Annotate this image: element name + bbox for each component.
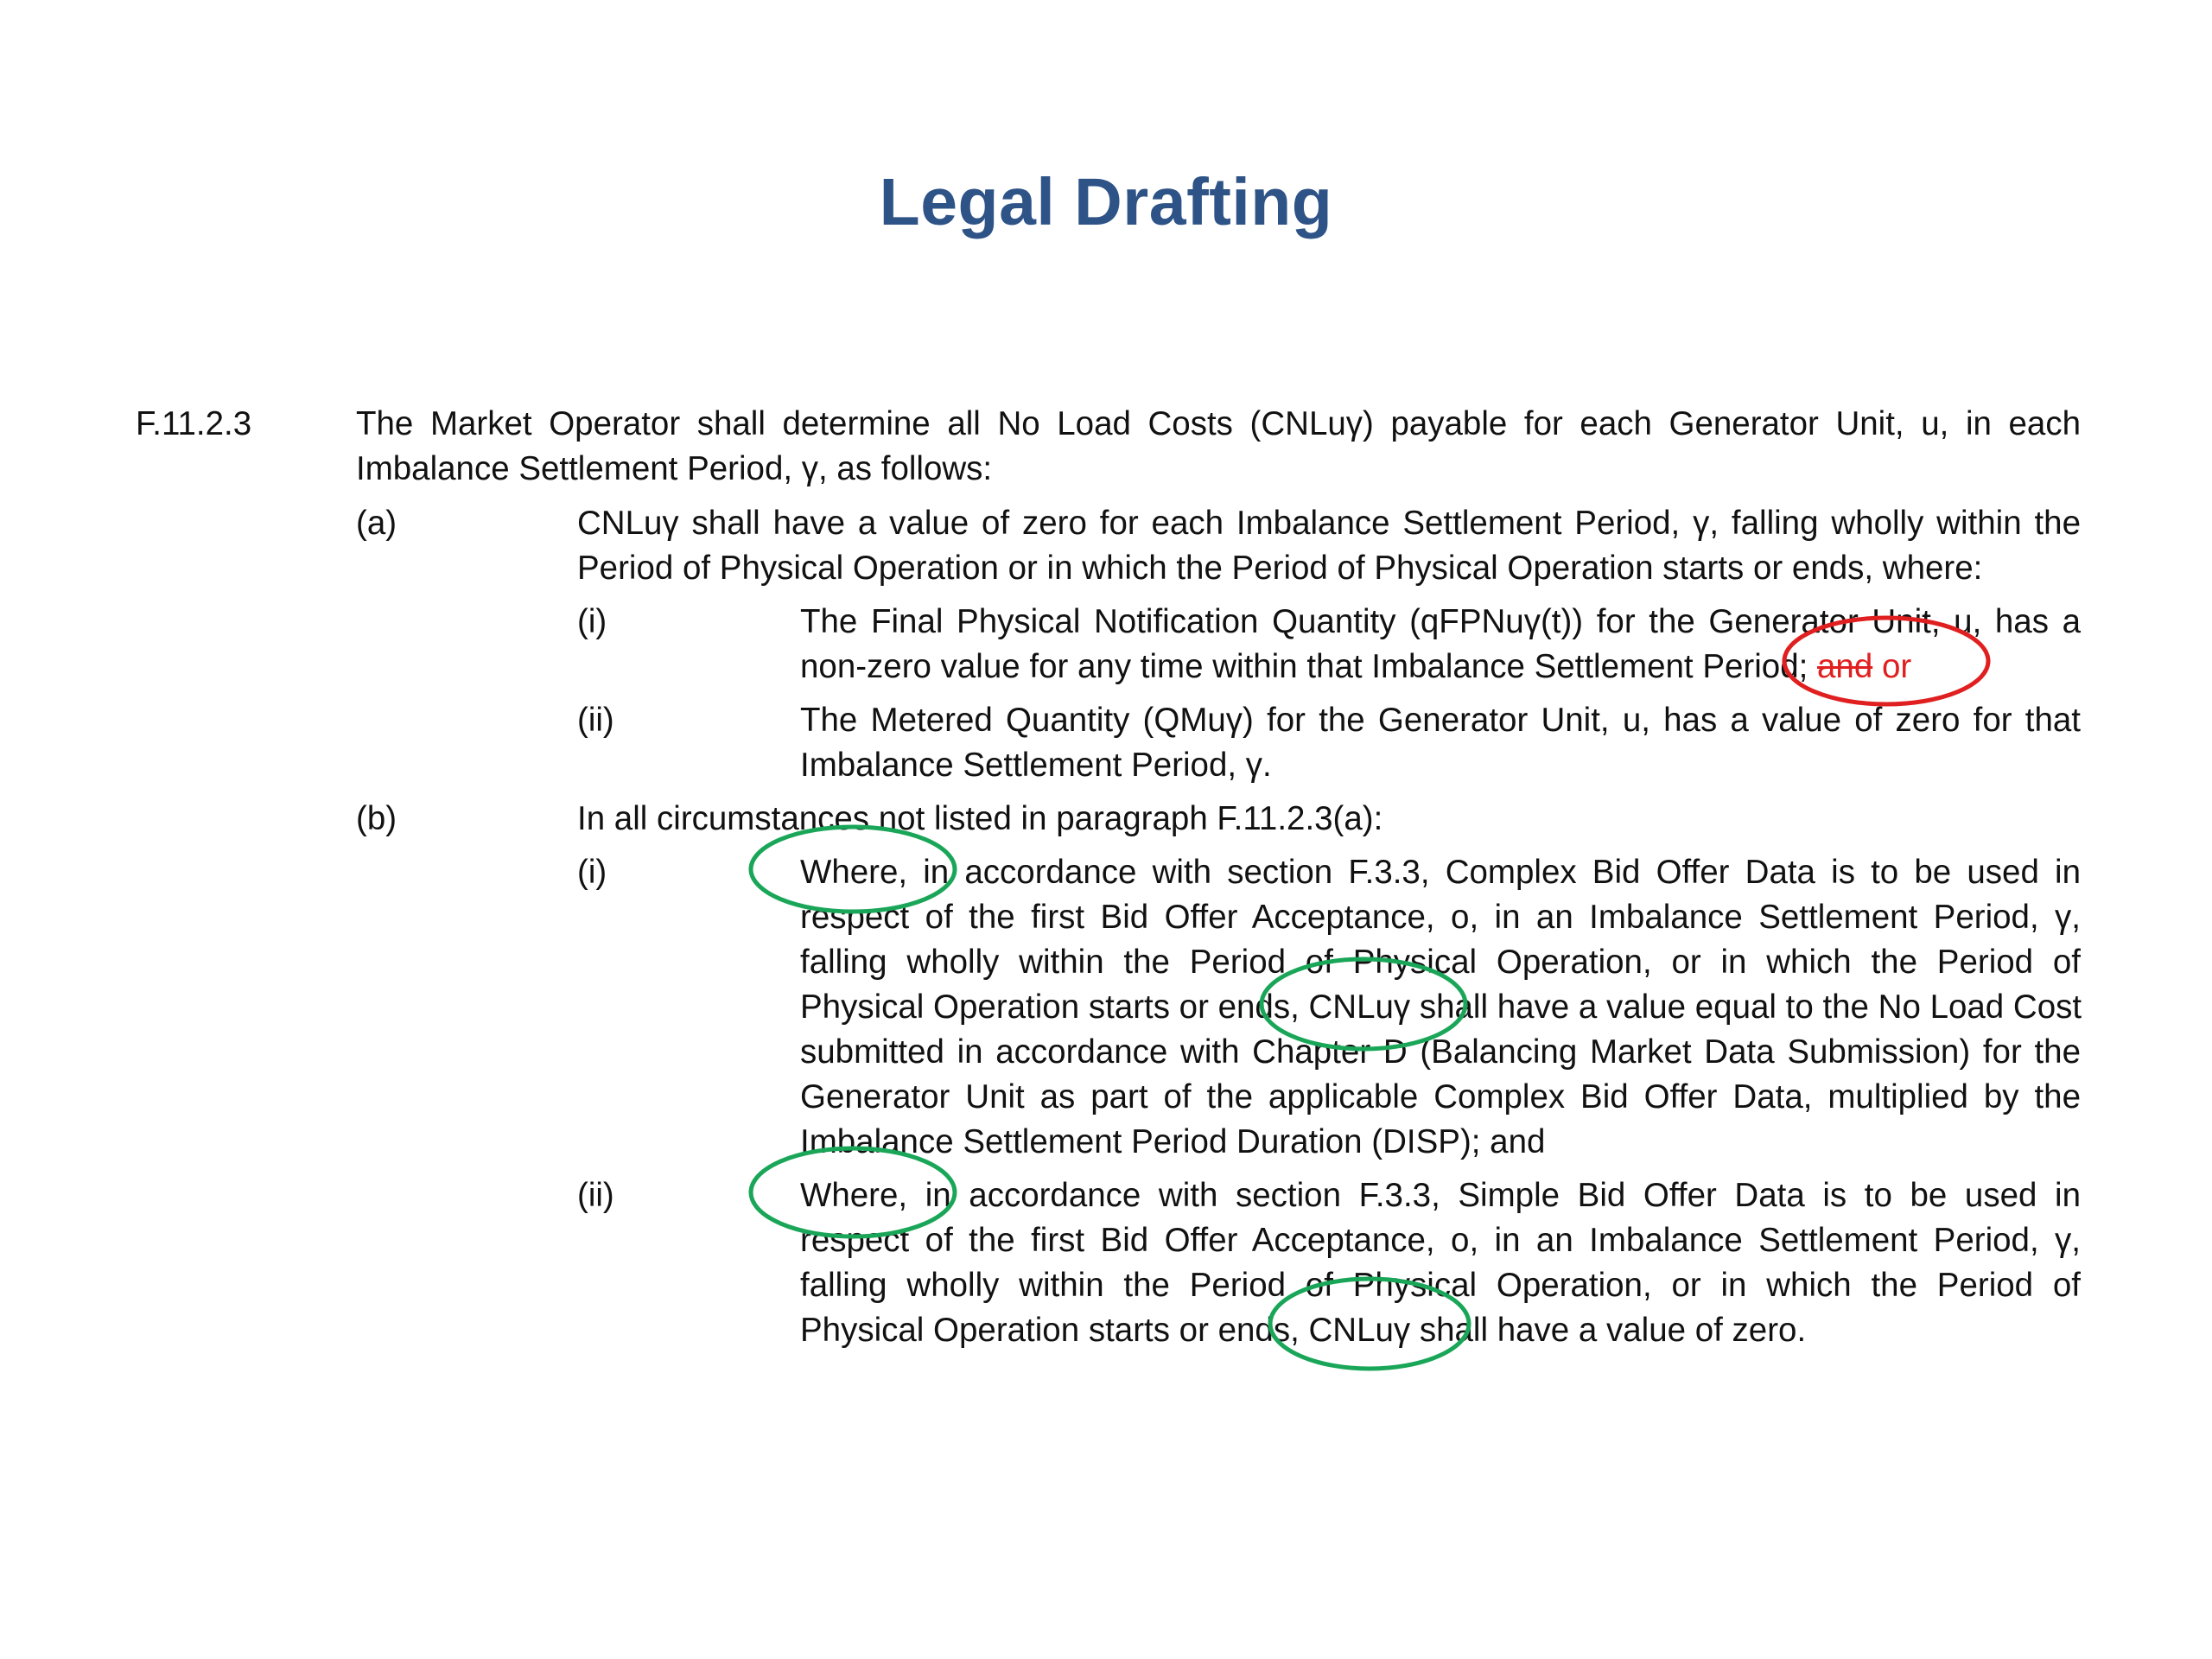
para-b-i-line: Where, in accordance with section F.3.3, Complex Bid Offer Data is to be used in — [800, 854, 2081, 891]
para-b-ii-line: respect of the first Bid Offer Acceptance, o, in an Imbalance Settlement Period, γ, — [800, 1222, 2081, 1259]
clause-intro-line: The Market Operator shall determine all No Load Costs (CNLuγ) payable for each Generator Unit, u, in each — [356, 405, 2081, 442]
para-a-i-line — [800, 645, 2081, 690]
para-b-ii-line: Physical Operation starts or ends, CNLuγ shall have a value of zero. — [800, 1312, 1807, 1349]
para-b-i-label: (i) — [577, 854, 607, 891]
para-a-label: (a) — [356, 505, 397, 542]
page-title: Legal Drafting — [879, 165, 1333, 239]
para-a-ii-label: (ii) — [577, 702, 614, 739]
para-b-label: (b) — [356, 800, 397, 837]
clause-intro-line: Imbalance Settlement Period, γ, as follows: — [356, 450, 993, 487]
inserted-text: or — [1881, 648, 1912, 685]
para-b-ii-line: falling wholly within the Period of Physical Operation, or in which the Period of — [800, 1267, 2081, 1304]
para-a-line: CNLuγ shall have a value of zero for each Imbalance Settlement Period, γ, falling wholly within the — [577, 505, 2081, 542]
para-a-ii-line: The Metered Quantity (QMuγ) for the Generator Unit, u, has a value of zero for that — [800, 702, 2081, 739]
para-b-i-line: Physical Operation starts or ends, CNLuγ shall have a value equal to the No Load Cost — [800, 988, 2082, 1026]
para-b-i-line: submitted in accordance with Chapter D (Balancing Market Data Submission) for the — [800, 1033, 2081, 1071]
para-a-line: Period of Physical Operation or in which the Period of Physical Operation starts or ends, where: — [577, 550, 1983, 587]
para-b-intro: In all circumstances not listed in paragraph F.11.2.3(a): — [577, 800, 1383, 837]
para-b-i-line: Imbalance Settlement Period Duration (DISP); and — [800, 1123, 1546, 1160]
para-a-i-line: The Final Physical Notification Quantity (qFPNuγ(t)) for the Generator Unit, u, has a — [800, 603, 2081, 640]
para-a-ii-line: Imbalance Settlement Period, γ. — [800, 747, 1272, 784]
clause-number: F.11.2.3 — [136, 405, 252, 442]
para-b-i-line: respect of the first Bid Offer Acceptance, o, in an Imbalance Settlement Period, γ, — [800, 899, 2081, 936]
para-b-i-line: falling wholly within the Period of Physical Operation, or in which the Period of — [800, 944, 2081, 981]
para-a-i-text: non-zero value for any time within that Imbalance Settlement Period; — [800, 648, 1808, 685]
deleted-text: and — [1817, 648, 1873, 685]
para-a-i-label: (i) — [577, 603, 607, 640]
para-b-ii-line: Where, in accordance with section F.3.3, Simple Bid Offer Data is to be used in — [800, 1177, 2081, 1214]
para-b-i-line: Generator Unit as part of the applicable Complex Bid Offer Data, multiplied by the — [800, 1078, 2081, 1116]
para-b-ii-label: (ii) — [577, 1177, 614, 1214]
